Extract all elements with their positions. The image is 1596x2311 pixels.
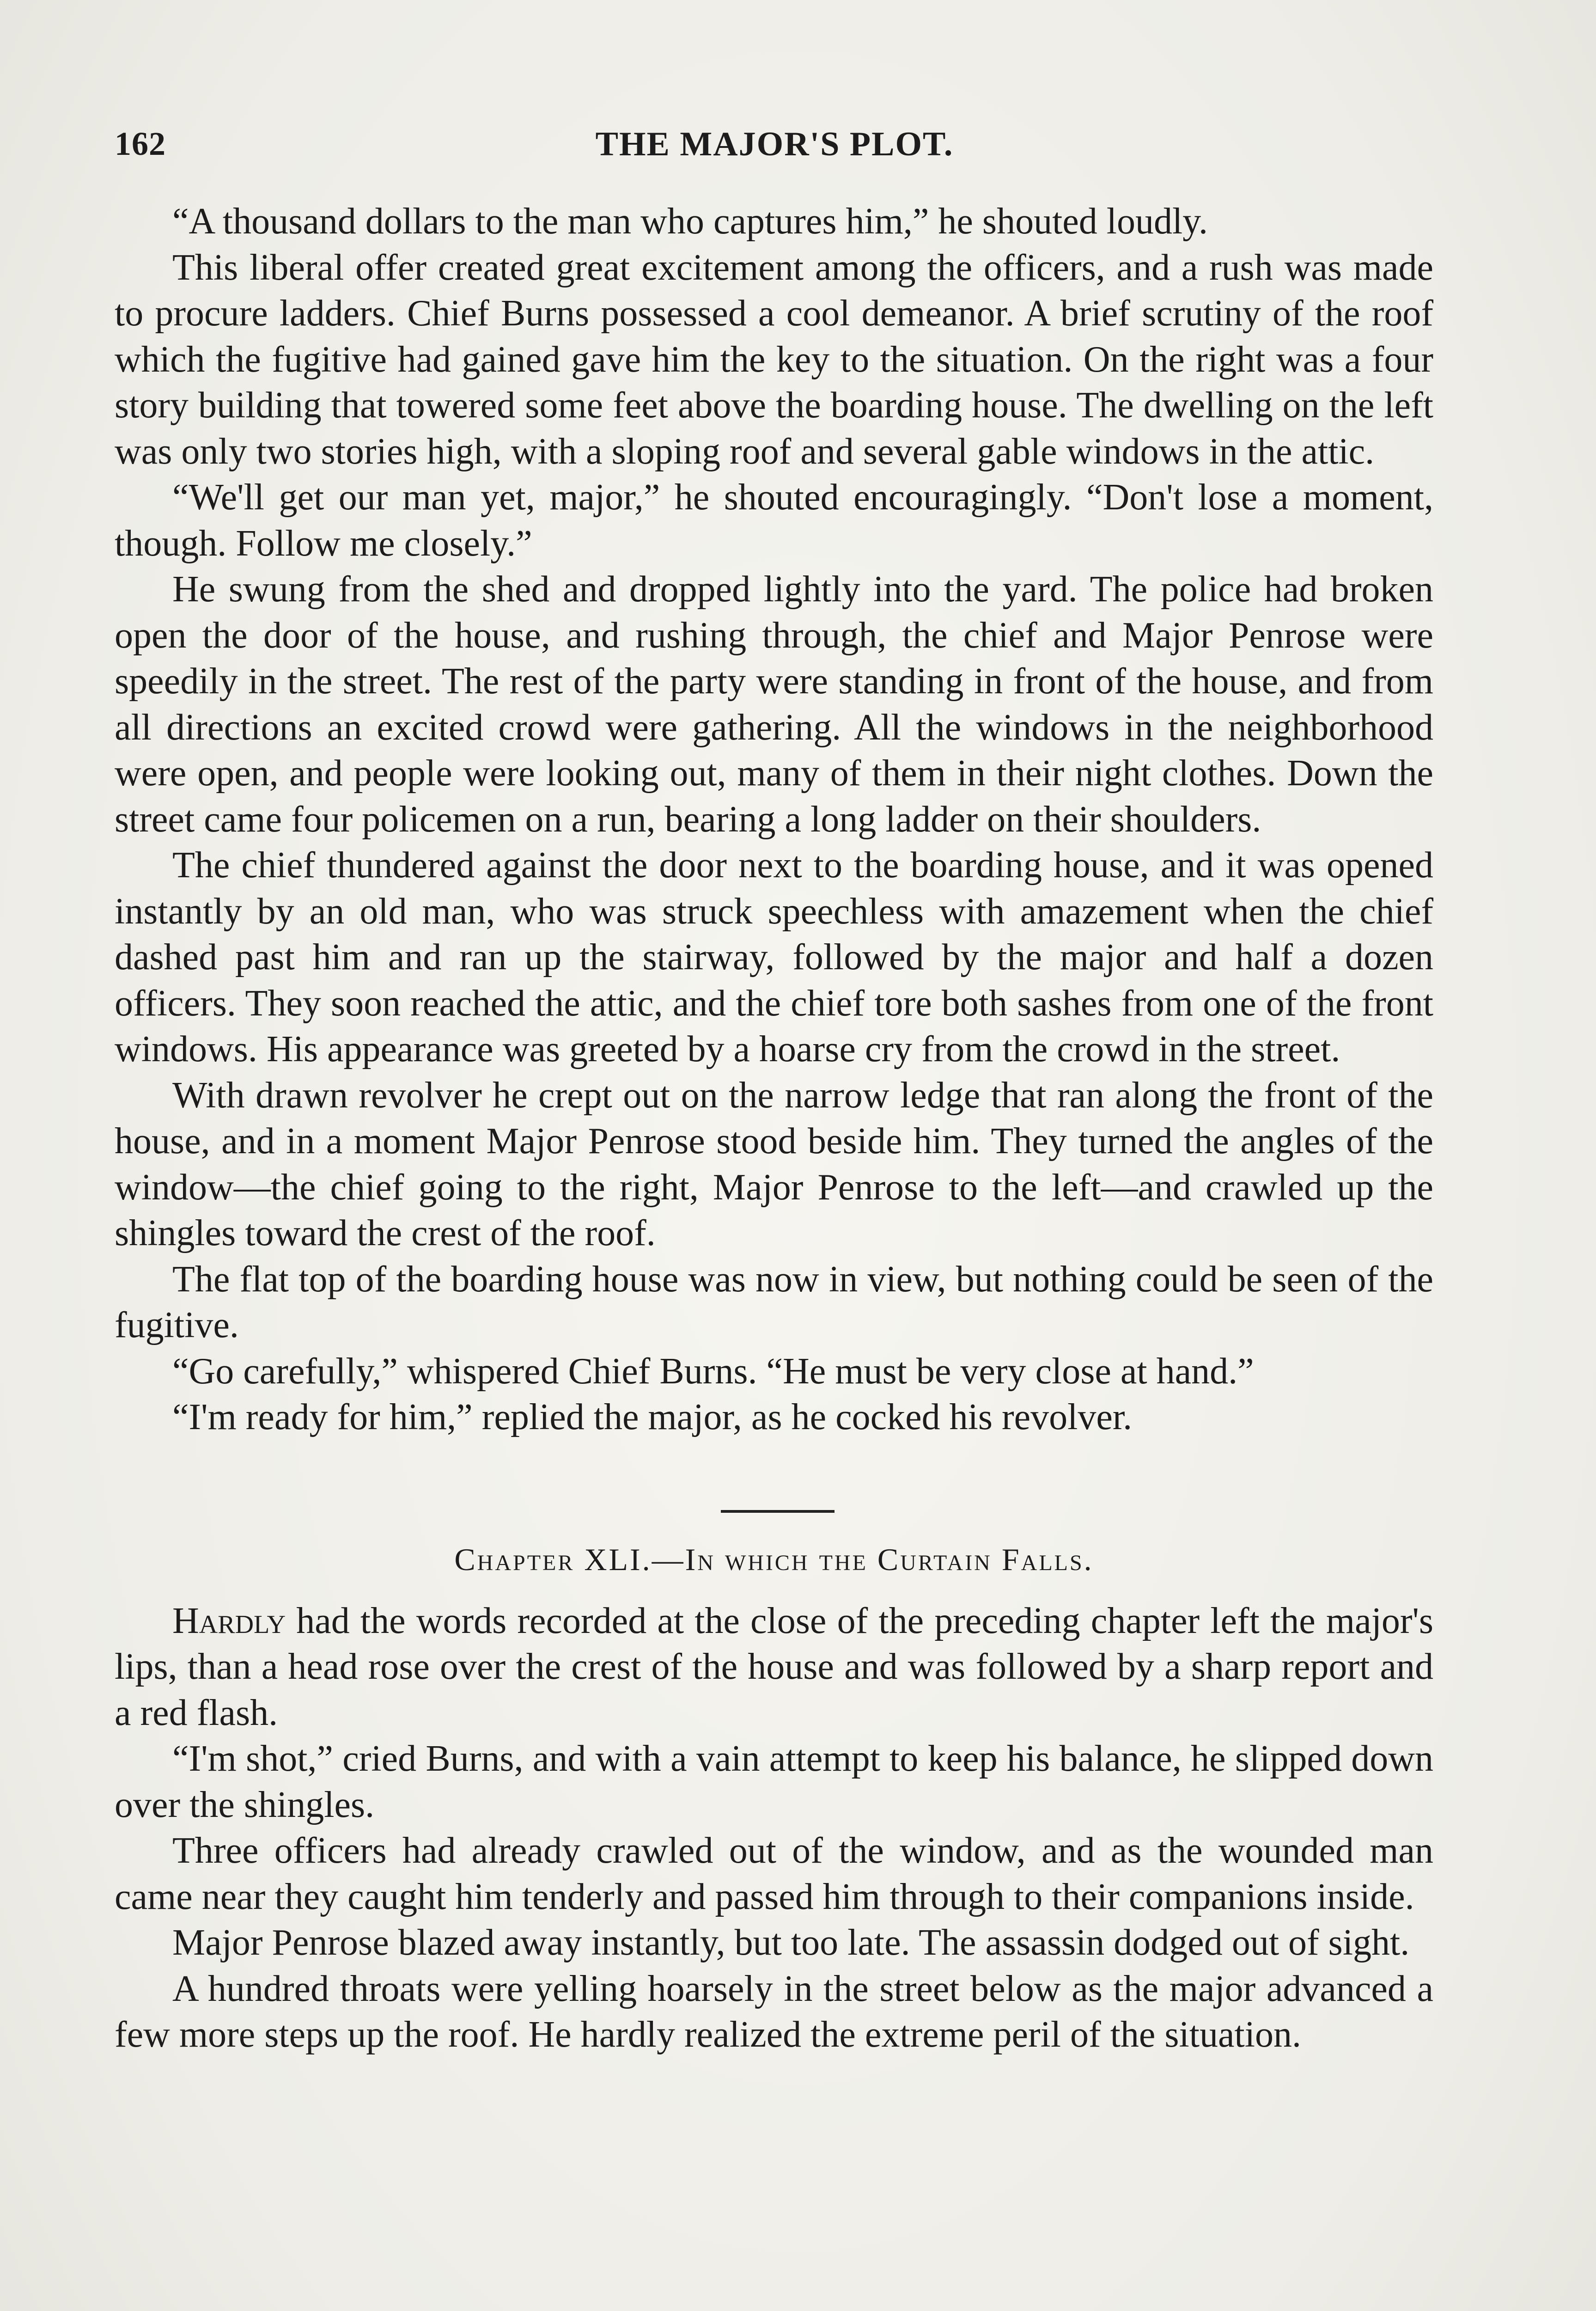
paragraph: With drawn revolver he crept out on the narrow ledge that ran along the front of the house, and in a moment Major Penrose stood beside him. They turned the angles of the window—the chief going to the right, Major Penrose to the left—and crawled up the shingles toward the crest of the roof. — [115, 1075, 1433, 1253]
paragraph: “Go carefully,” whispered Chief Burns. “He must be very close at hand.” — [172, 1351, 1254, 1392]
section-divider — [115, 1441, 1433, 1517]
paragraph: “A thousand dollars to the man who captures him,” he shouted loudly. — [172, 201, 1208, 242]
paragraph: This liberal offer created great excitement among the officers, and a rush was made to procure ladders. Chief Burns possessed a cool demeanor. A brief scrutiny of the roof which the fugitive had gained gave him the key to the situation. On the right was a four story building that towered some feet above the boarding house. The dwelling on the left was only two stories high, with a sloping roof and several gable windows in the attic. — [115, 247, 1433, 472]
paragraph: A hundred throats were yelling hoarsely in the street below as the major advanced a few more steps up the roof. He hardly realized the extreme peril of the situation. — [115, 1968, 1433, 2055]
body-text — [115, 199, 1433, 2058]
paragraph: “I'm shot,” cried Burns, and with a vain attempt to keep his balance, he slipped down over the shingles. — [115, 1738, 1433, 1825]
paragraph: The flat top of the boarding house was now in view, but nothing could be seen of the fugitive. — [115, 1259, 1433, 1345]
paragraph: Major Penrose blazed away instantly, but too late. The assassin dodged out of sight. — [172, 1922, 1410, 1963]
paragraph: “I'm ready for him,” replied the major, as he cocked his revolver. — [172, 1397, 1133, 1437]
chapter-opening-paragraph — [115, 1598, 1433, 1736]
paragraph: “We'll get our man yet, major,” he shouted encouragingly. “Don't lose a moment, though. Follow me closely.” — [115, 477, 1433, 564]
chapter-heading: Chapter XLI.—In which the Curtain Falls. — [454, 1541, 1094, 1577]
page-number: 162 — [115, 125, 166, 162]
running-title: THE MAJOR'S PLOT. — [595, 125, 954, 163]
drop-word: Hardly — [172, 1600, 286, 1641]
page-header — [115, 125, 1434, 176]
paragraph-text: had the words recorded at the close of the preceding chapter left the major's lips, than a head rose over the crest of the house and was followed by a sharp report and a red flash. — [115, 1600, 1433, 1733]
divider-rule — [721, 1510, 835, 1513]
paragraph: Three officers had already crawled out of the window, and as the wounded man came near they caught him tenderly and passed him through to their companions inside. — [115, 1830, 1433, 1917]
paragraph: The chief thundered against the door next to the boarding house, and it was opened instantly by an old man, who was struck speechless with amazement when the chief dashed past him and ran up the stairway, followed by the major and half a dozen officers. They soon reached the attic, and the chief tore both sashes from one of the front windows. His appearance was greeted by a hoarse cry from the crowd in the street. — [115, 845, 1433, 1070]
paragraph: He swung from the shed and dropped lightly into the yard. The police had broken open the door of the house, and rushing through, the chief and Major Penrose were speedily in the street. The rest of the party were standing in front of the house, and from all directions an excited crowd were gathering. All the windows in the neighborhood were open, and people were looking out, many of them in their night clothes. Down the street came four policemen on a run, bearing a long ladder on their shoulders. — [115, 569, 1433, 840]
